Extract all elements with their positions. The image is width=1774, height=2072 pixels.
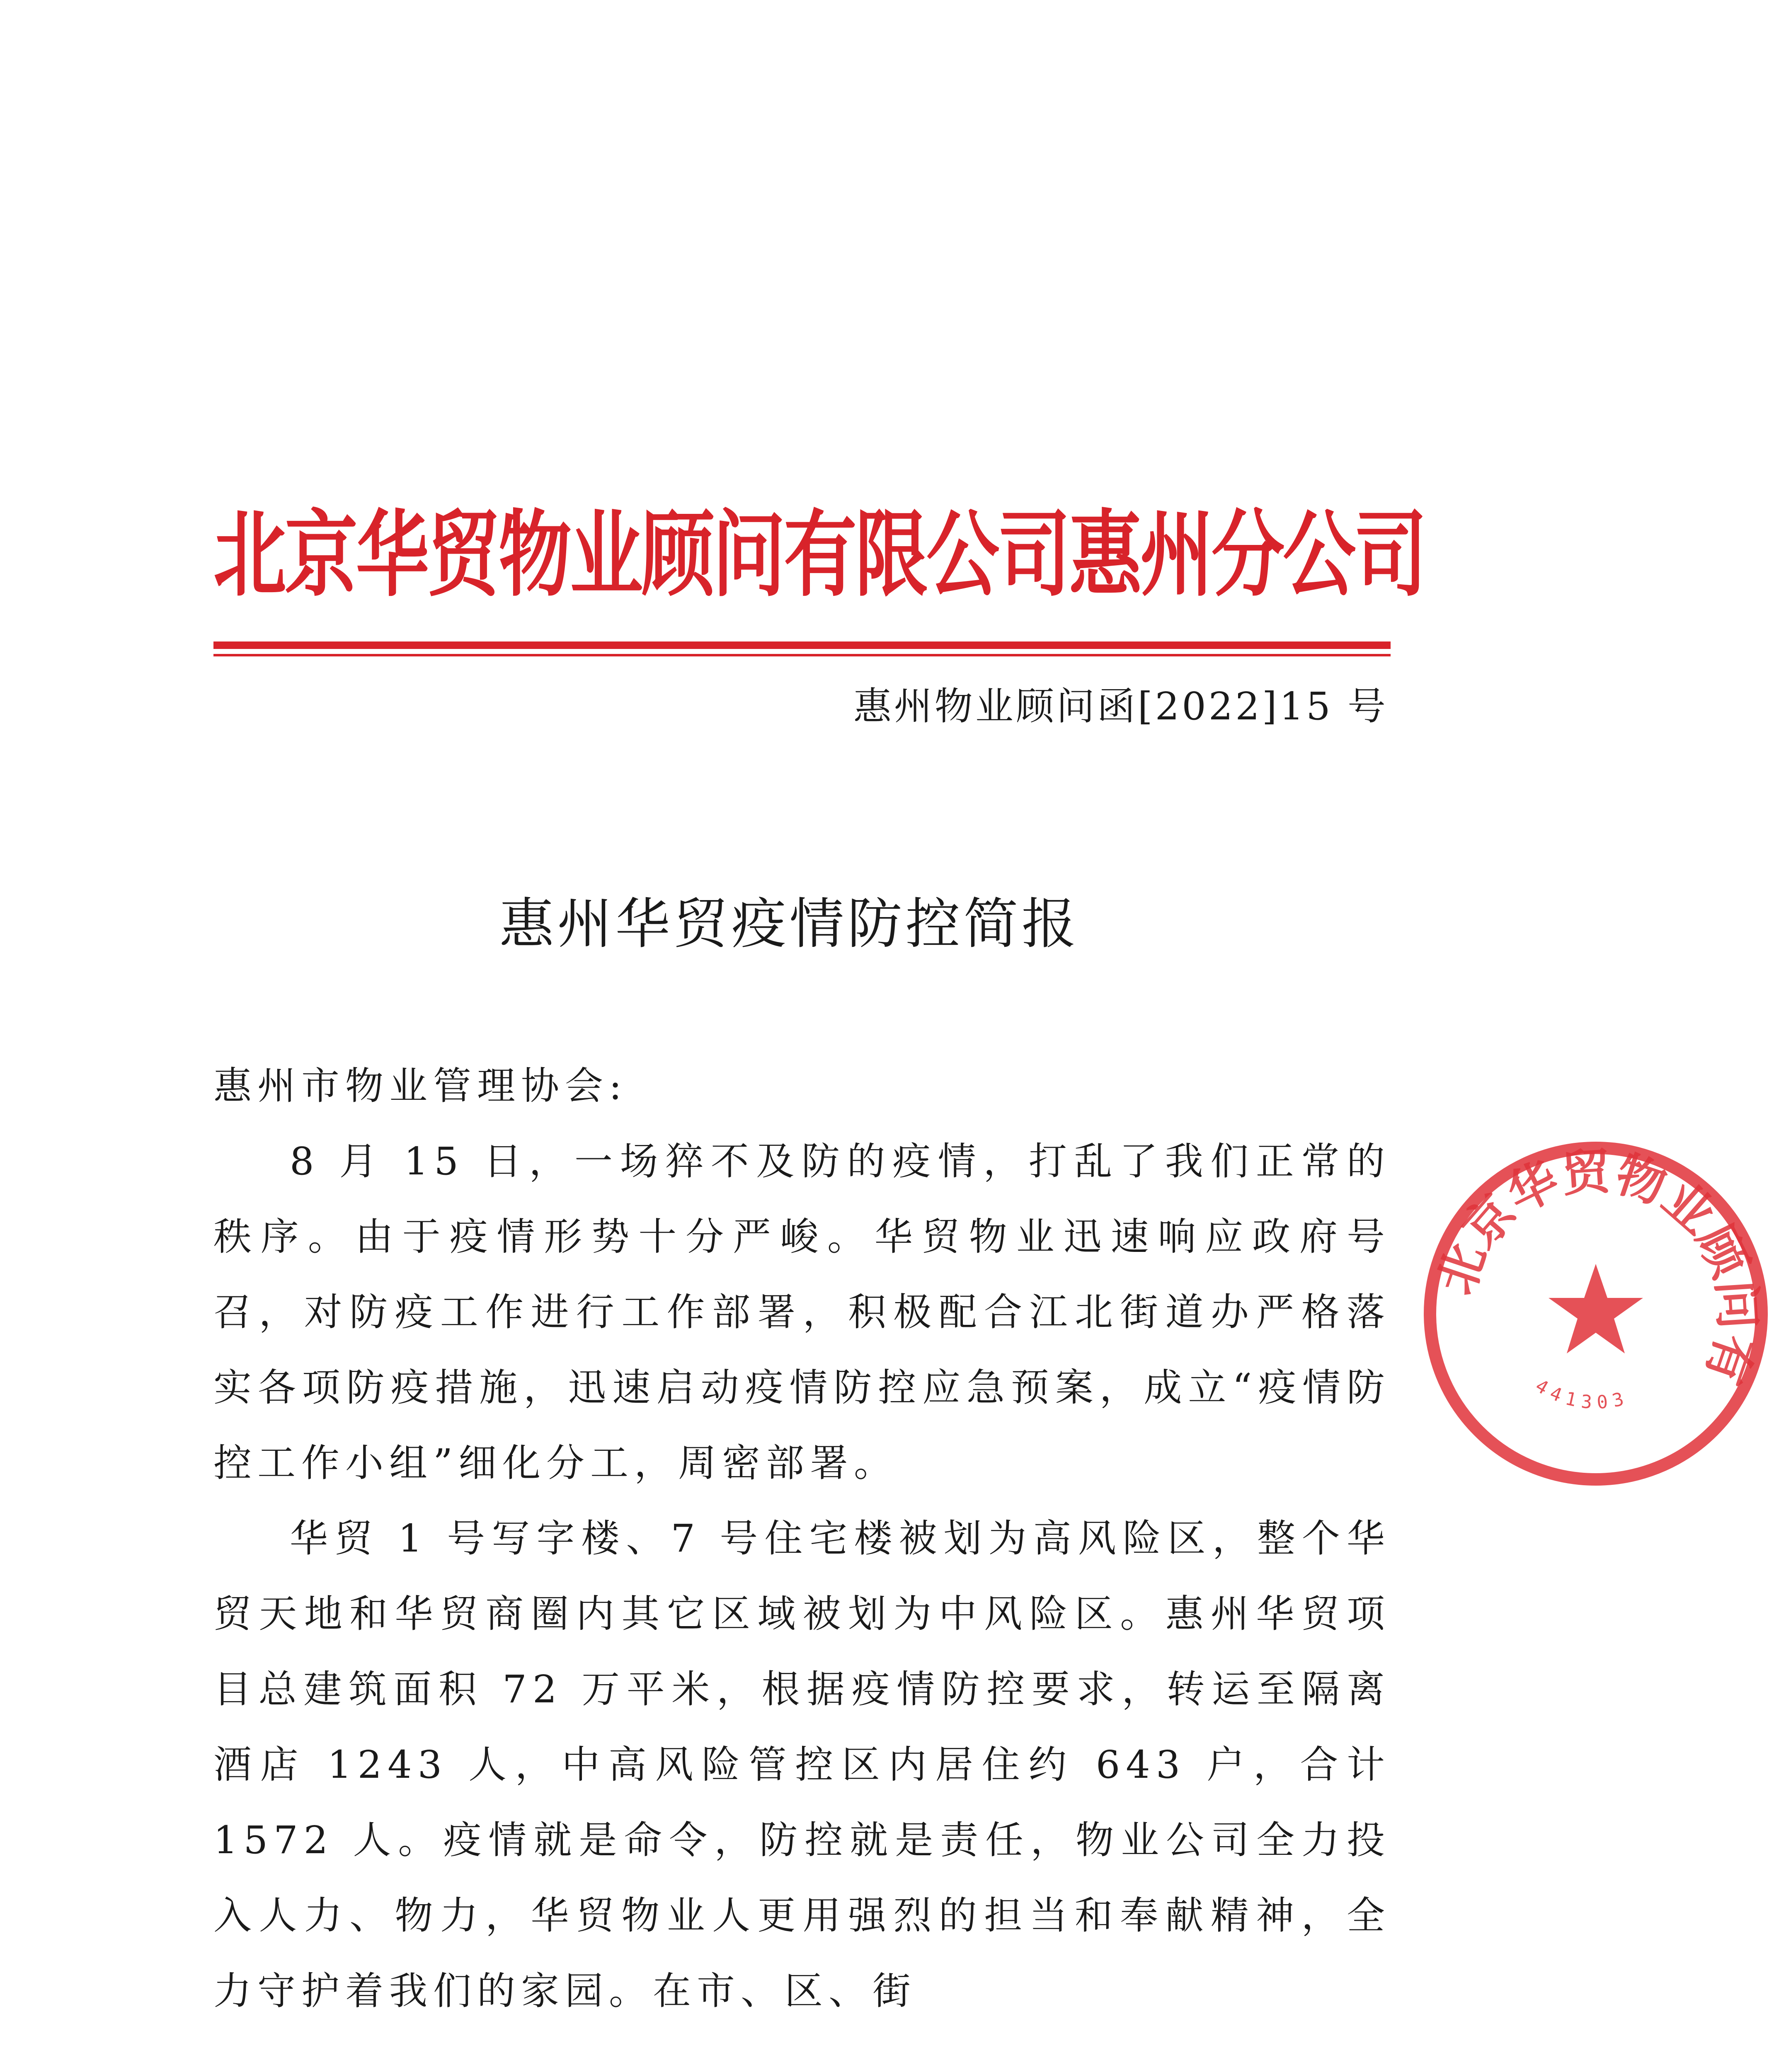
document-body <box>213 1048 1391 2029</box>
salutation: 惠州市物业管理协会: <box>213 1064 628 1108</box>
company-seal <box>1418 1135 1774 1492</box>
issuer-name: 北京华贸物业顾问有限公司惠州分公司 <box>213 501 1426 610</box>
seal-star-icon <box>1549 1264 1643 1353</box>
document-title: 惠州华贸疫情防控简报 <box>499 892 1080 956</box>
seal-code: 441303 <box>1532 1375 1632 1414</box>
paragraph-1: 8 月 15 日，一场猝不及防的疫情，打乱了我们正常的秩序。由于疫情形势十分严峻。华贸物业迅速响应政府号召，对防疫工作进行工作部署，积极配合江北街道办严格落实各项防疫措施，迅速启动疫情防控应急预案，成立“疫情防控工作小组”细化分工，周密部署。 <box>213 1139 1391 1485</box>
paragraph-2: 华贸 1 号写字楼、7 号住宅楼被划为高风险区，整个华贸天地和华贸商圈内其它区域被划为中风险区。惠州华贸项目总建筑面积 72 万平米，根据疫情防控要求，转运至隔离酒店 1243 人，中高风险管控区内居住约 643 户，合计 1572 人。疫情就是命令，防控就是责任，物业公司全力投入人力、物力，华贸物业人更用强烈的担当和奉献精神，全力守护着我们的家园。在市、区、街 <box>213 1516 1391 2013</box>
red-header-rule-thin <box>213 654 1391 656</box>
document-number: 惠州物业顾问函[2022]15 号 <box>853 684 1388 729</box>
red-header-rule <box>213 641 1391 649</box>
seal-text: 北京华贸物业顾问有 <box>1427 1142 1767 1392</box>
